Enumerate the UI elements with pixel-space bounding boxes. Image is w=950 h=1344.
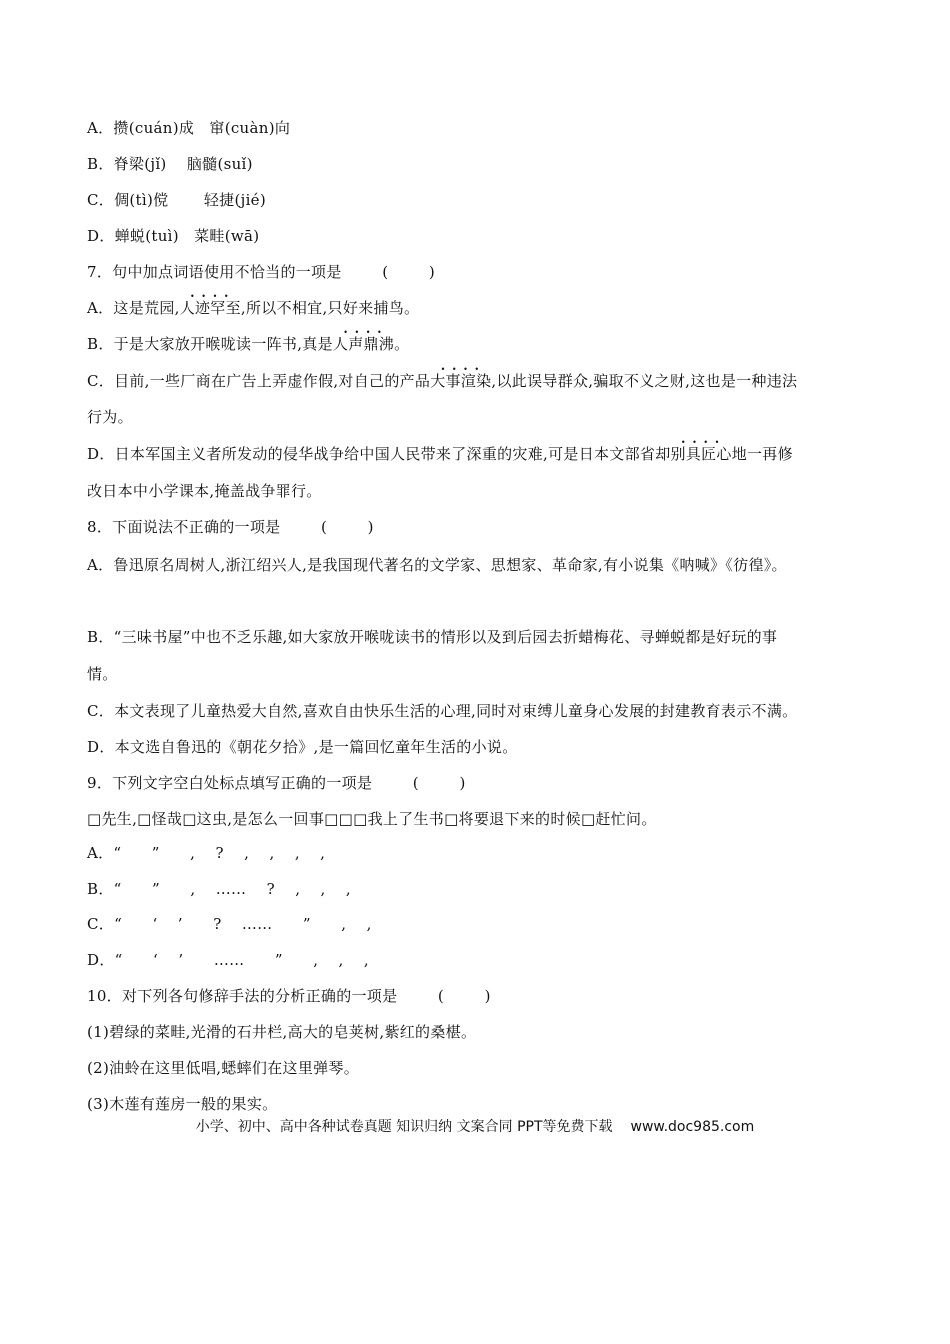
q8-option-b: B．“三味书屋”中也不乏乐趣,如大家放开喉咙读书的情形以及到后园去折蜡梅花、寻蝉蜕都是好玩的事 [87, 628, 778, 646]
q6-option-c: C．倜(tì)傥 轻捷(jié) [87, 191, 267, 209]
q10-sentence-2: (2)油蛉在这里低唱,蟋蟀们在这里弹琴。 [87, 1059, 360, 1077]
q8-option-c: C．本文表现了儿童热爱大自然,喜欢自由快乐生活的心理,同时对束缚儿童身心发展的封建教育表示不满。 [87, 702, 798, 720]
q7-stem: 7．句中加点词语使用不恰当的一项是 ( ) [87, 263, 436, 281]
q7-b-marked-word: • • • • 人声鼎沸 [333, 334, 394, 354]
q9-stem: 9．下列文字空白处标点填写正确的一项是 ( ) [87, 774, 466, 792]
q7-c-marked-word: • • • • 大事渲染 [430, 371, 491, 391]
q7-c-text-end: ,以此误导群众,骗取不义之财,这也是一种违法 [491, 372, 798, 390]
q6-option-a: A．攒(cuán)成 窜(cuàn)向 [87, 119, 291, 137]
q7-option-d-line2: 改日本中小学课本,掩盖战争罪行。 [87, 482, 322, 500]
q9-text: □先生,□怪哉□这虫,是怎么一回事□□□我上了生书□将要退下来的时候□赶忙问。 [87, 810, 657, 828]
q10-stem: 10．对下列各句修辞手法的分析正确的一项是 ( ) [87, 987, 491, 1005]
q7-option-b [87, 334, 409, 354]
q8-option-d: D．本文选自鲁迅的《朝花夕拾》,是一篇回忆童年生活的小说。 [87, 738, 518, 756]
q7-option-d [87, 444, 793, 464]
q8-option-b-line2: 情。 [87, 665, 118, 683]
q7-d-text: D．日本军国主义者所发动的侵华战争给中国人民带来了深重的灾难,可是日本文部省却 [87, 445, 671, 463]
q6-option-b: B．脊梁(jǐ) 脑髓(suǐ) [87, 155, 253, 173]
page-footer [0, 1116, 950, 1136]
q7-option-a [87, 298, 419, 318]
q9-option-c: C．“ ‘ ’ ? …… ” , , [87, 915, 372, 933]
q6-option-d: D．蝉蜕(tuì) 菜畦(wā) [87, 227, 260, 245]
q7-b-text-end: 。 [394, 335, 410, 353]
q10-sentence-3: (3)木莲有莲房一般的果实。 [87, 1095, 278, 1113]
q7-a-text: A．这是荒园, [87, 299, 180, 317]
q7-option-c [87, 371, 797, 391]
footer-text: 小学、初中、高中各种试卷真题 知识归纳 文案合同 PPT等免费下载 [195, 1119, 613, 1135]
q7-d-text-end: 地一再修 [731, 445, 793, 463]
q7-b-text: B．于是大家放开喉咙读一阵书,真是 [87, 335, 333, 353]
q7-a-text-end: ,所以不相宜,只好来捕鸟。 [240, 299, 420, 317]
q7-a-marked-word: • • • • 人迹罕至 [180, 298, 241, 318]
q7-d-marked-word: • • • • 别具匠心 [671, 444, 732, 464]
footer-url[interactable]: www.doc985.com [630, 1119, 755, 1135]
q7-c-text: C．目前,一些厂商在广告上弄虚作假,对自己的产品 [87, 372, 431, 390]
q10-sentence-1: (1)碧绿的菜畦,光滑的石井栏,高大的皂荚树,紫红的桑椹。 [87, 1023, 477, 1041]
q9-option-d: D．“ ‘ ’ …… ” , , , [87, 951, 369, 969]
q7-option-c-line2: 行为。 [87, 408, 133, 426]
q9-option-a: A．“ ” , ? , , , , [87, 844, 326, 862]
q8-stem: 8．下面说法不正确的一项是 ( ) [87, 518, 374, 536]
q9-option-b: B．“ ” , …… ? , , , [87, 880, 351, 898]
q8-option-a: A．鲁迅原名周树人,浙江绍兴人,是我国现代著名的文学家、思想家、革命家,有小说集《呐喊》《彷徨》。 [87, 556, 787, 574]
